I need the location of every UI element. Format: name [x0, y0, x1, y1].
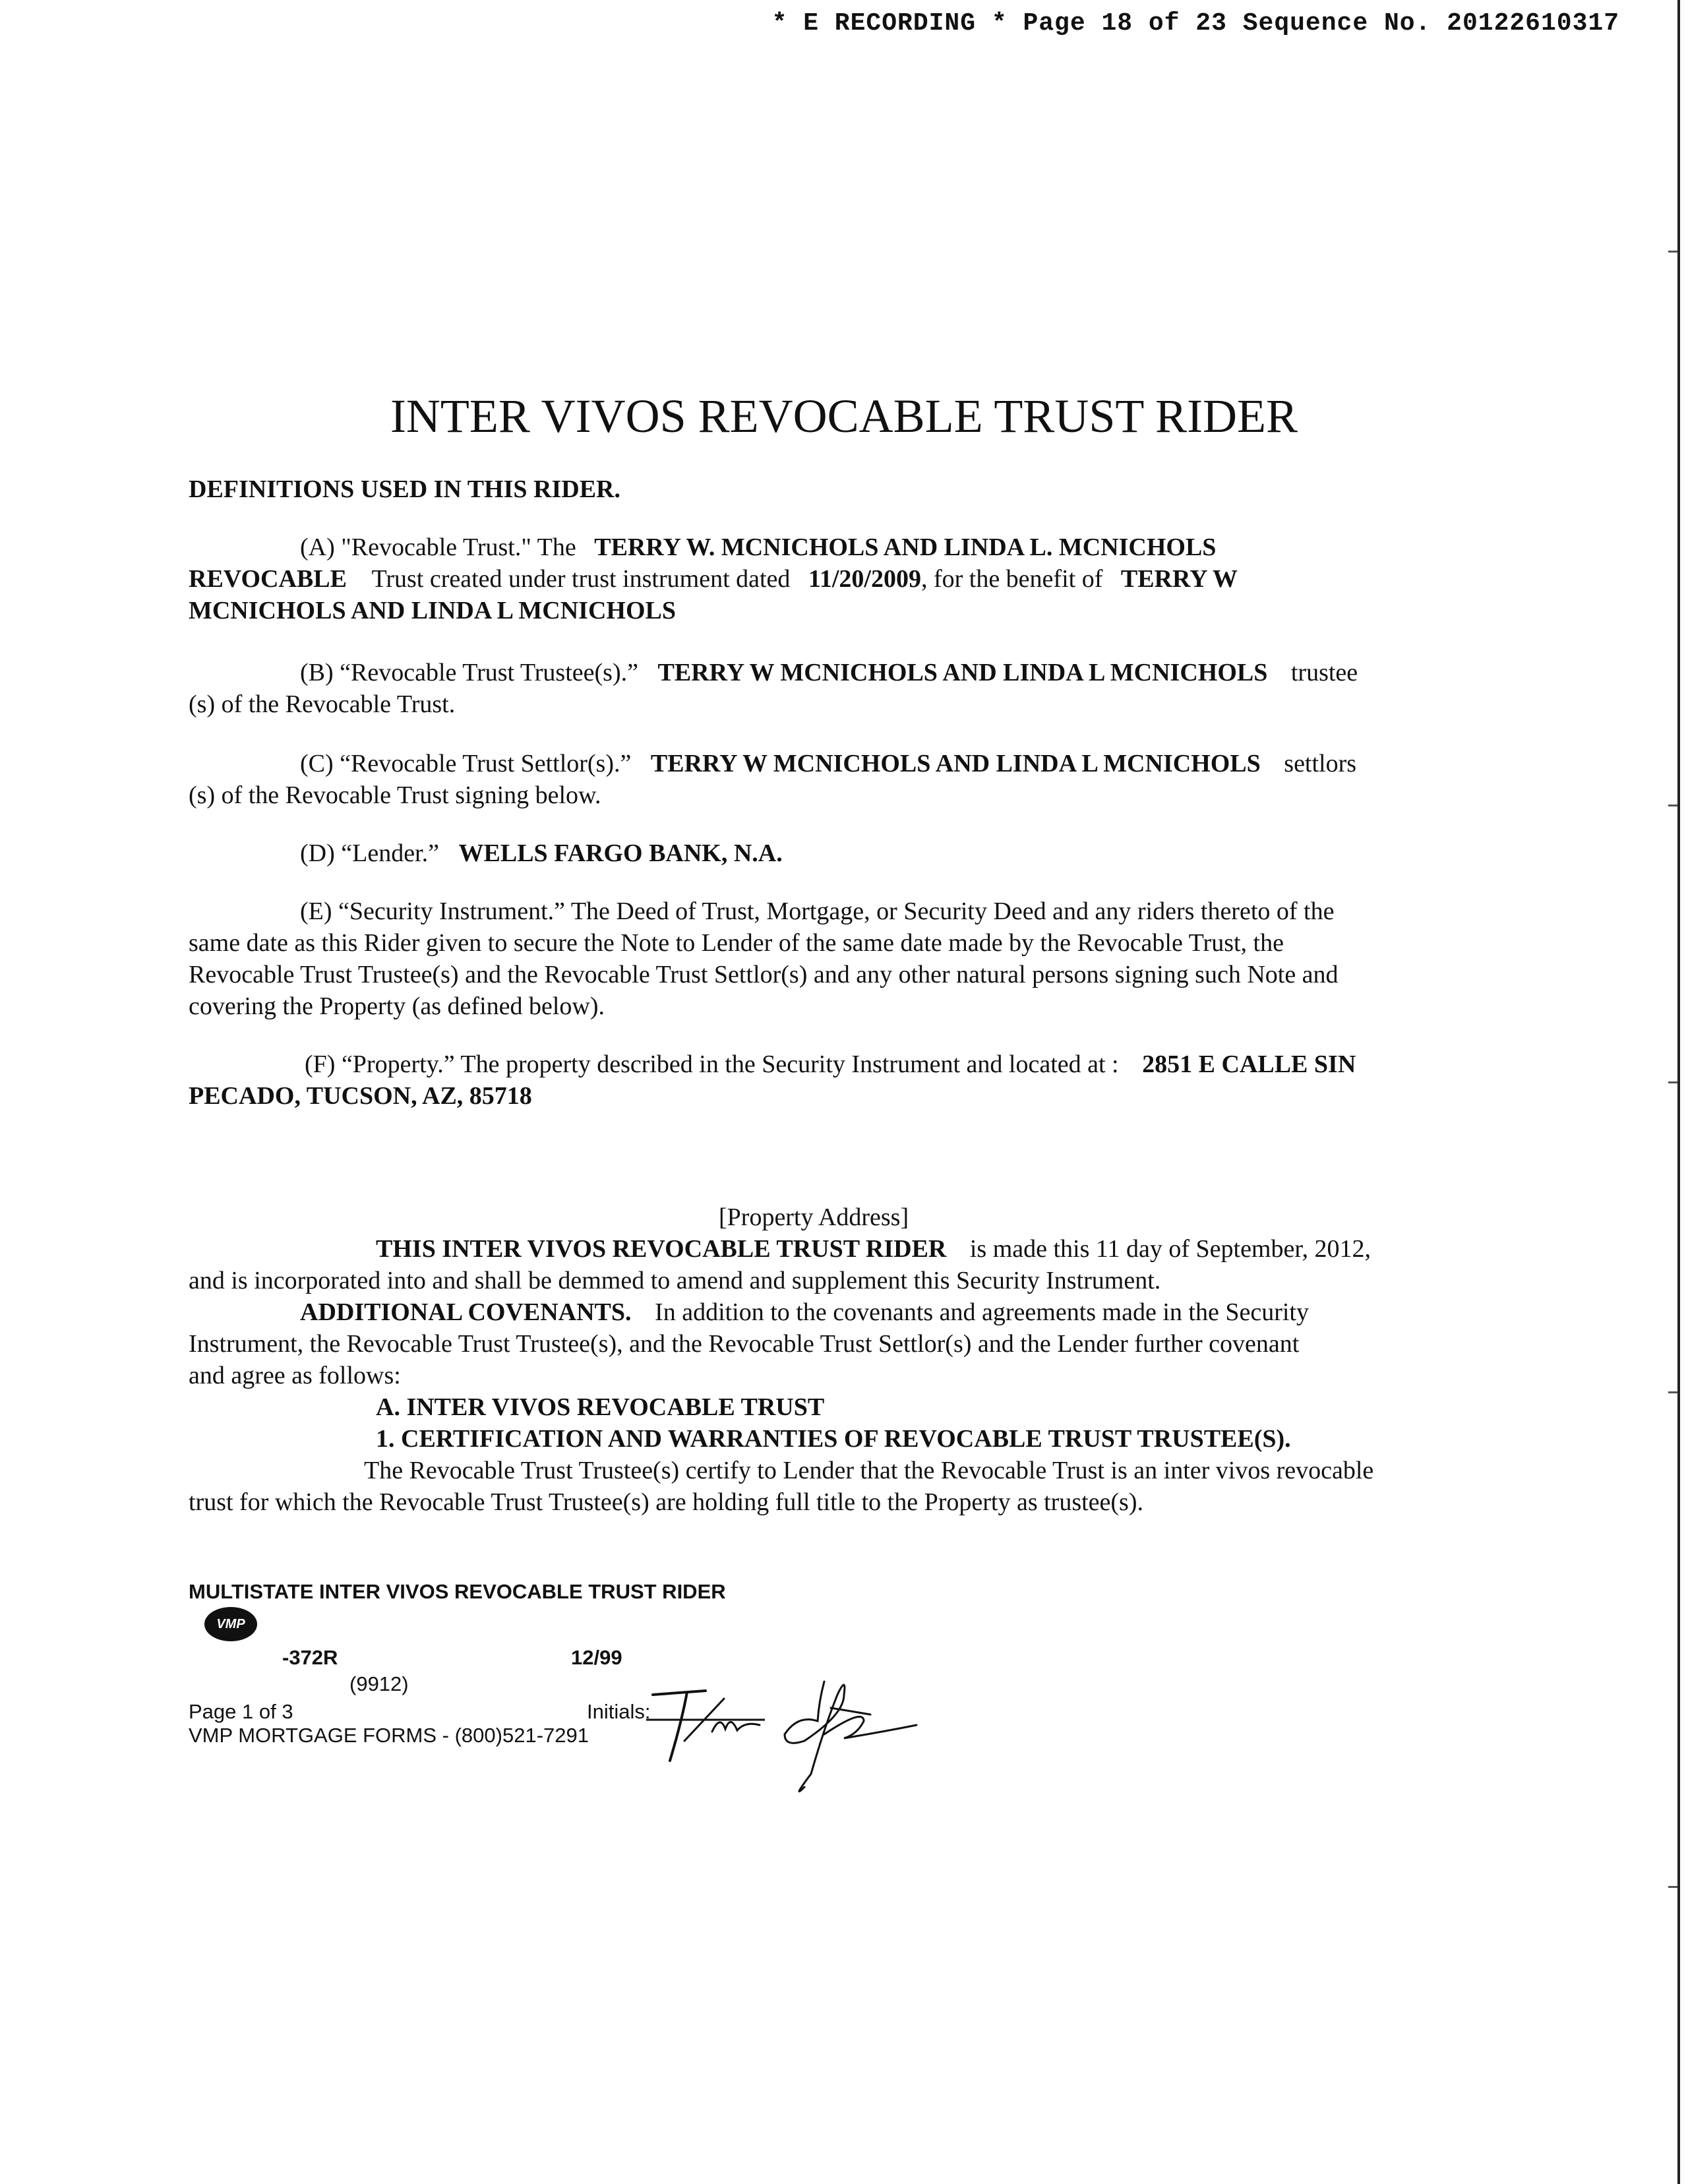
vmp-logo-icon: VMP [204, 1607, 257, 1641]
document-title: INTER VIVOS REVOCABLE TRUST RIDER [390, 390, 1298, 442]
recording-stamp: * E RECORDING * Page 18 of 23 Sequence No. 20122610317 [771, 9, 1619, 38]
section-a-heading: A. INTER VIVOS REVOCABLE TRUST [376, 1393, 825, 1421]
definition-c-line2: (s) of the Revocable Trust signing below. [189, 781, 601, 809]
definition-e-line2: same date as this Rider given to secure the Note to Lender of the same date made by the Revocable Trust, the [189, 929, 1284, 957]
definition-e-line4: covering the Property (as defined below). [189, 992, 605, 1020]
form-date: 12/99 [571, 1646, 622, 1669]
definition-e-line1: (E) “Security Instrument.” The Deed of Trust, Mortgage, or Security Deed and any riders thereto of the [300, 897, 1335, 925]
covenants-line1: ADDITIONAL COVENANTS. In addition to the covenants and agreements made in the Security [300, 1298, 1309, 1326]
company-line: VMP MORTGAGE FORMS - (800)521-7291 [189, 1724, 589, 1747]
certification-line2: trust for which the Revocable Trust Trustee(s) are holding full title to the Property as trustee(s). [189, 1488, 1143, 1516]
edge-tick [1668, 1391, 1677, 1393]
definition-a-line1: (A) "Revocable Trust." The TERRY W. MCNICHOLS AND LINDA L. MCNICHOLS [300, 533, 1217, 561]
definition-c-line1: (C) “Revocable Trust Settlor(s).” TERRY W MCNICHOLS AND LINDA L MCNICHOLS settlors [300, 750, 1357, 777]
edge-tick [1668, 1081, 1677, 1083]
certification-line1: The Revocable Trust Trustee(s) certify to Lender that the Revocable Trust is an inter vivos revocable [364, 1457, 1374, 1484]
initials-label: Initials: [587, 1700, 651, 1723]
covenants-line3: and agree as follows: [189, 1362, 401, 1389]
page-number: Page 1 of 3 [189, 1700, 293, 1723]
rider-made-line1: THIS INTER VIVOS REVOCABLE TRUST RIDER is made this 11 day of September, 2012, [376, 1235, 1371, 1263]
definition-f-line1: (F) “Property.” The property described in the Security Instrument and located at : 2851 E CALLE SIN [305, 1050, 1356, 1078]
edge-tick [1668, 804, 1677, 806]
definition-b-line1: (B) “Revocable Trust Trustee(s).” TERRY W MCNICHOLS AND LINDA L MCNICHOLS trustee [300, 659, 1358, 686]
lender-name: WELLS FARGO BANK, N.A. [458, 839, 783, 867]
edge-tick [1668, 1886, 1677, 1888]
definition-e-line3: Revocable Trust Trustee(s) and the Revocable Trust Settlor(s) and any other natural persons signing such Note and [189, 961, 1339, 988]
property-address: 2851 E CALLE SIN [1142, 1050, 1356, 1078]
trust-name: TERRY W. MCNICHOLS AND LINDA L. MCNICHOLS [594, 533, 1217, 561]
form-number: -372R [282, 1646, 338, 1669]
trust-date: 11/20/2009 [808, 565, 921, 593]
property-address-label: [Property Address] [719, 1203, 909, 1231]
rider-made-line2: and is incorporated into and shall be demmed to amend and supplement this Security Instrument. [189, 1267, 1161, 1294]
edge-tick [1668, 251, 1677, 253]
definition-b-line2: (s) of the Revocable Trust. [189, 690, 456, 718]
definitions-heading: DEFINITIONS USED IN THIS RIDER. [189, 475, 620, 503]
definition-a-line2: REVOCABLE Trust created under trust instrument dated 11/20/2009, for the benefit of TERRY W [189, 565, 1238, 593]
section-1-heading: 1. CERTIFICATION AND WARRANTIES OF REVOCABLE TRUST TRUSTEE(S). [376, 1425, 1291, 1453]
definition-a-line3: MCNICHOLS AND LINDA L MCNICHOLS [189, 597, 676, 624]
covenants-line2: Instrument, the Revocable Trust Trustee(s), and the Revocable Trust Settlor(s) and the Lender further covenant [189, 1330, 1300, 1358]
form-code: (9912) [349, 1672, 409, 1695]
handwritten-initials-icon [646, 1668, 923, 1800]
definition-f-line2: PECADO, TUCSON, AZ, 85718 [189, 1082, 532, 1110]
definition-d: (D) “Lender.” WELLS FARGO BANK, N.A. [300, 839, 783, 867]
form-title: MULTISTATE INTER VIVOS REVOCABLE TRUST RIDER [189, 1580, 726, 1603]
page-edge-line [1677, 0, 1680, 2184]
